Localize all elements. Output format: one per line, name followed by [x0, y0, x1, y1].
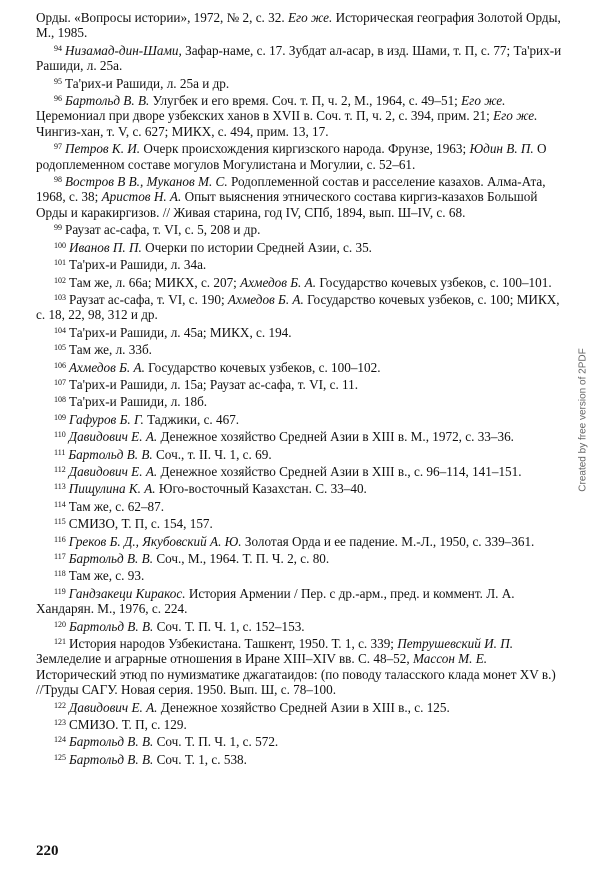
footnote-number: 119 — [54, 586, 66, 596]
footnote — [36, 392, 566, 409]
footnote-text: Земледелие и аграрные отношения в Иране XIII–XIV вв. С. 48–52, — [36, 651, 413, 667]
footnote — [36, 514, 566, 531]
footnote-number: 101 — [54, 258, 66, 268]
footnote-text: Соч. Т. П. Ч. 1, с. 152–153. — [153, 618, 305, 634]
footnote-number: 111 — [54, 447, 66, 457]
page-number: 220 — [36, 843, 59, 859]
author-name: Низамад-дин-Шами, — [65, 42, 182, 58]
footnote-text: Та'рих-и Рашиди, л. 25а и др. — [65, 75, 230, 91]
footnote-text: Та'рих-и Рашиди, л. 34а. — [69, 257, 207, 273]
footnote-text: Та'рих-и Рашиди, л. 15а; Раузат ас-сафа, т. VI, с. 11. — [69, 376, 359, 392]
footnote — [36, 74, 566, 91]
footnote-text: Чингиз-хан, т. V, с. 627; МИКХ, с. 494, прим. 13, 17. — [36, 123, 329, 139]
footnote — [36, 358, 566, 375]
footnote-text: Соч., М., 1964. Т. П. Ч. 2, с. 80. — [153, 551, 330, 566]
footnote — [36, 462, 566, 479]
author-name: Давидович Е. А. — [68, 429, 158, 445]
footnote-number: 109 — [54, 412, 66, 422]
footnote-number: 100 — [54, 240, 66, 250]
author-name: Ахмедов Б. А. — [227, 291, 304, 307]
footnote — [36, 340, 566, 357]
watermark: Created by free version of 2PDF — [577, 348, 589, 492]
author-name: Ахмедов Б. А. — [69, 359, 145, 375]
footnote-number: 96 — [54, 94, 62, 104]
footnote-number: 118 — [54, 569, 66, 579]
footnote-number: 120 — [54, 619, 66, 629]
footnote-number: 107 — [54, 377, 66, 387]
author-name: Иванов П. П. — [69, 239, 142, 255]
footnote — [36, 139, 566, 172]
footnote-text: Исторический этюд по нумизматике джагатаидов: (по поводу таласского клада монет XV в.) //Труды САГУ. Новая серия. 1950. Вып. Ш, с. 78–100. — [36, 666, 556, 698]
footnote-text: СМИЗО. Т. П, с. 129. — [69, 717, 187, 733]
footnote-text: Родоплеменной состав и расселение казахов. Алма-Ата, 1968, с. 38; — [36, 174, 546, 205]
footnote-text: Опыт выяснения этнического состава киргиз-казахов Большой Орды и каракиргизов. // Живая старина, год IV, СПб, 1894, вып. Ш–IV, с. 68. — [36, 189, 538, 220]
author-name: Гандзакеци Киракос. — [68, 585, 186, 601]
footnote — [36, 532, 566, 549]
author-name: Массон М. Е. — [412, 651, 488, 667]
footnote — [36, 10, 566, 41]
author-name: Его же. — [493, 108, 538, 124]
footnote-number: 95 — [54, 76, 62, 86]
footnote-text: Юго-восточный Казахстан. С. 33–40. — [155, 481, 367, 497]
footnote-number: 98 — [54, 175, 62, 185]
footnote — [36, 479, 566, 496]
author-name: Его же. — [461, 93, 506, 109]
author-name: Востров В В., Муканов М. С. — [65, 174, 228, 190]
footnote — [36, 220, 566, 237]
author-name: Петрушевский И. П. — [397, 636, 514, 652]
footnote — [36, 549, 566, 566]
footnote — [36, 698, 566, 715]
footnote — [36, 427, 566, 444]
author-name: Давидович Е. А. — [69, 699, 158, 715]
footnote-number: 99 — [54, 223, 62, 233]
author-name: Бартольд В. В. — [69, 751, 154, 767]
footnote-text: Там же, с. 62–87. — [68, 498, 165, 514]
footnote-text: О родоплеменном составе могулов Могулистана и Могулии, с. 52–61. — [36, 141, 547, 172]
footnote-number: 105 — [54, 343, 66, 353]
footnote-number: 125 — [54, 752, 66, 762]
author-name: Петров К. И. — [65, 141, 141, 157]
footnote — [36, 273, 566, 290]
footnote — [36, 566, 566, 583]
footnote — [36, 634, 566, 698]
footnote-text: Золотая Орда и ее падение. М.-Л., 1950, с. 339–361. — [241, 533, 535, 549]
footnote — [36, 91, 566, 139]
footnote-text: Соч. Т. 1, с. 538. — [153, 751, 247, 767]
author-name: Греков Б. Д., Якубовский А. Ю. — [68, 533, 242, 549]
footnote-text: Денежное хозяйство Средней Азии в XIII в., с. 125. — [157, 699, 450, 715]
footnote-text: История Армении / Пер. с др.-арм., пред. и коммент. Л. А. Хандарян. М., 1976, с. 224. — [36, 585, 515, 617]
footnote-text: История народов Узбекистана. Ташкент, 1950. Т. 1, с. 339; — [69, 636, 398, 652]
footnote-number: 102 — [54, 275, 66, 285]
footnote — [36, 41, 566, 74]
footnote-text: Очерки по истории Средней Азии, с. 35. — [141, 239, 372, 255]
footnote-text: Церемониал при дворе узбекских ханов в XVII в. Соч. т. П, ч. 2, с. 394, прим. 21; — [36, 108, 494, 124]
footnote-number: 97 — [54, 142, 62, 152]
footnote — [36, 323, 566, 340]
footnote-text: Государство кочевых узбеков, с. 100–102. — [144, 359, 381, 375]
footnote-text: Соч., т. II. Ч. 1, с. 69. — [152, 446, 272, 462]
author-name: Бартольд В. В. — [69, 734, 154, 750]
author-name: Гафуров Б. Г. — [69, 411, 144, 427]
footnote — [36, 410, 566, 427]
footnote-text: Историческая география Золотой Орды, М., 1985. — [36, 10, 561, 41]
author-name: Пищулина К. А. — [68, 481, 156, 497]
author-name: Давидович Е. А. — [68, 463, 158, 479]
footnote-number: 121 — [54, 637, 66, 647]
footnote — [36, 445, 566, 462]
footnote-number: 106 — [54, 360, 66, 370]
footnote — [36, 750, 566, 767]
author-name: Бартольд В. В. — [68, 551, 154, 566]
footnote-number: 123 — [54, 718, 66, 728]
footnote — [36, 497, 566, 514]
footnote-number: 113 — [54, 482, 66, 492]
footnote-number: 122 — [54, 700, 66, 710]
footnote-text: Там же, л. 66а; МИКХ, с. 207; — [69, 274, 241, 290]
footnote-text: Та'рих-и Рашиди, л. 45а; МИКХ, с. 194. — [69, 324, 292, 340]
author-name: Аристов Н. А. — [101, 189, 182, 205]
footnote-number: 103 — [54, 292, 66, 302]
footnote-text: Таджики, с. 467. — [143, 411, 240, 427]
footnote-text: СМИЗО, Т. П, с. 154, 157. — [68, 516, 213, 532]
footnotes-block — [36, 10, 566, 767]
footnote-text: Раузат ас-сафа, т. VI, с. 190; — [69, 291, 228, 307]
footnote-number: 104 — [54, 325, 66, 335]
footnote — [36, 715, 566, 732]
footnote-text: Государство кочевых узбеков, с. 100–101. — [316, 274, 552, 290]
footnote-text: Там же, л. 33б. — [69, 342, 152, 358]
footnote-text: Раузат ас-сафа, т. VI, с. 5, 208 и др. — [65, 222, 261, 238]
footnote-number: 116 — [54, 534, 66, 544]
footnote-number: 117 — [54, 552, 66, 561]
footnote-text: Государство кочевых узбеков, с. 100; МИКХ, с. 18, 22, 98, 312 и др. — [36, 291, 560, 323]
footnote-number: 114 — [54, 499, 66, 509]
footnote-text: Зафар-наме, с. 17. Зубдат ал-асар, в изд. Шами, т. П, с. 77; Та'рих-и Рашиди, л. 25а. — [36, 42, 562, 74]
footnote-number: 110 — [54, 430, 66, 440]
footnote — [36, 290, 566, 323]
footnote-number: 115 — [54, 517, 66, 527]
footnote — [36, 617, 566, 634]
author-name: Юдин В. П. — [469, 141, 534, 157]
author-name: Бартольд В. В. — [65, 93, 150, 109]
footnote — [36, 375, 566, 392]
footnote-number: 94 — [54, 43, 62, 53]
footnote-text: Та'рих-и Рашиди, л. 18б. — [69, 394, 208, 410]
footnote-text: Денежное хозяйство Средней Азии в XIII в. М., 1972, с. 33–36. — [157, 429, 514, 445]
footnote-text: Денежное хозяйство Средней Азии в XIII в., с. 96–114, 141–151. — [157, 463, 522, 479]
author-name: Бартольд В. В. — [68, 446, 153, 462]
footnote-number: 108 — [54, 395, 66, 405]
author-name: Его же. — [287, 10, 333, 25]
footnote-text: Соч. Т. П. Ч. 1, с. 572. — [153, 734, 279, 750]
footnote — [36, 172, 566, 220]
footnote — [36, 732, 566, 749]
author-name: Ахмедов Б. А. — [240, 274, 317, 290]
footnote-number: 124 — [54, 735, 66, 745]
footnote-number: 112 — [54, 464, 66, 474]
footnote — [36, 238, 566, 255]
footnote-text: Орды. «Вопросы истории», 1972, № 2, с. 32. — [36, 10, 288, 25]
footnote — [36, 255, 566, 272]
footnote-text: Улугбек и его время. Соч. т. П, ч. 2, М., 1964, с. 49–51; — [149, 93, 462, 109]
author-name: Бартольд В. В. — [69, 618, 154, 634]
footnote — [36, 584, 566, 617]
footnote-text: Там же, с. 93. — [68, 568, 145, 584]
footnote-text: Очерк происхождения киргизского народа. Фрунзе, 1963; — [140, 141, 470, 157]
